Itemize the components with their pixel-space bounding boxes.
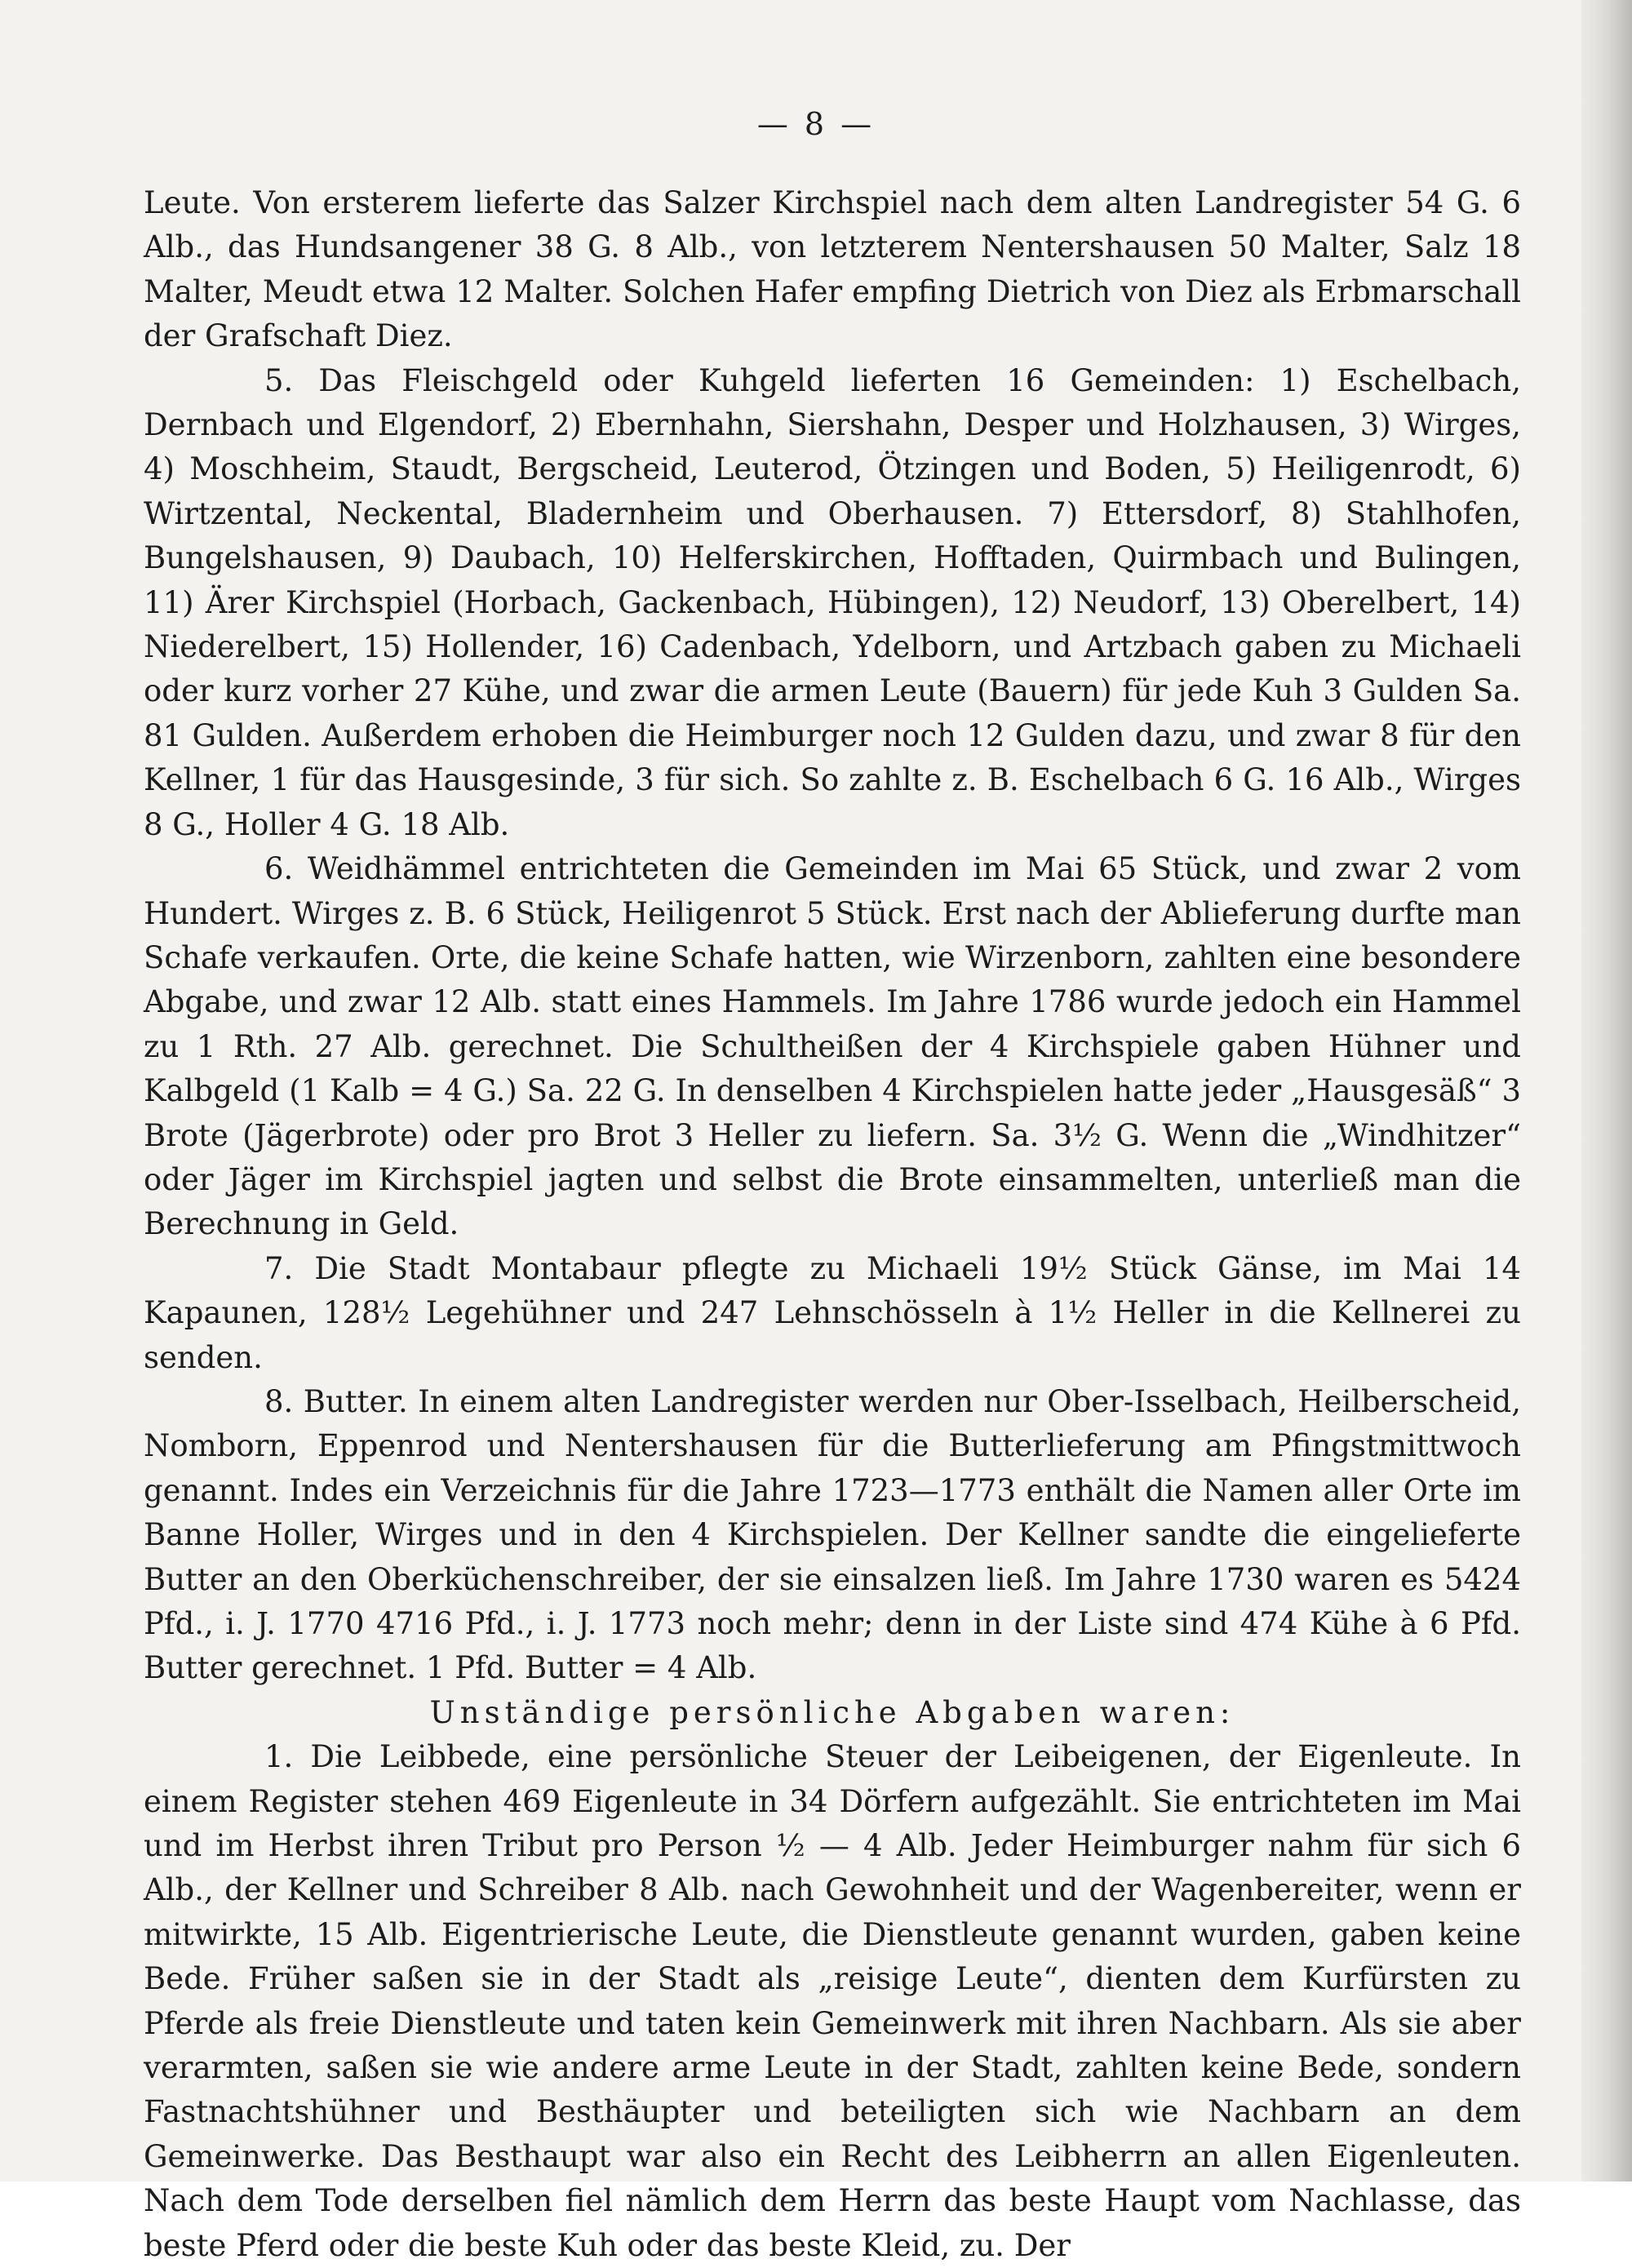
page-number: — 8 — bbox=[756, 106, 876, 142]
paragraph-continued: Leute. Von ersterem lieferte das Salzer Kirchspiel nach dem alten Landregister 54 G. 6 Alb., das Hundsangener 38 G. 8 Alb., von letzterem Nentershausen 50 Malter, Salz 18 Malter, Meudt etwa 12 Malter. Solchen Hafer empfing Dietrich von Diez als Erbmarschall der Grafschaft Diez. bbox=[144, 185, 1521, 354]
section-heading: Unständige persönliche Abgaben waren: bbox=[429, 1694, 1235, 1730]
paragraph-5-fleischgeld: 5. Das Fleischgeld oder Kuhgeld lieferten 16 Gemeinden: 1) Eschelbach, Dernbach und Elgendorf, 2) Ebernhahn, Siershahn, Desper und Holzhausen, 3) Wirges, 4) Moschheim, Staudt, Bergscheid, Leuterod, Ötzingen und Boden, 5) Heiligenrodt, 6) Wirtzental, Neckental, Bladernheim und Oberhausen. 7) Ettersdorf, 8) Stahlhofen, Bungelshausen, 9) Daubach, 10) Helferskirchen, Hofftaden, Quirmbach und Bulingen, 11) Ärer Kirchspiel (Horbach, Gackenbach, Hübingen), 12) Neudorf, 13) Oberelbert, 14) Niederelbert, 15) Hollender, 16) Cadenbach, Ydelborn, und Artzbach gaben zu Michaeli oder kurz vorher 27 Kühe, und zwar die armen Leute (Bauern) für jede Kuh 3 Gulden Sa. 81 Gulden. Außerdem erhoben die Heimburger noch 12 Gulden dazu, und zwar 8 für den Kellner, 1 für das Hausgesinde, 3 für sich. So zahlte z. B. Eschelbach 6 G. 16 Alb., Wirges 8 G., Holler 4 G. 18 Alb. bbox=[144, 362, 1521, 842]
paragraph-6-weidhaemmel: 6. Weidhämmel entrichteten die Gemeinden im Mai 65 Stück, und zwar 2 vom Hundert. Wirges z. B. 6 Stück, Heiligenrot 5 Stück. Erst nach der Ablieferung durfte man Schafe verkaufen. Orte, die keine Schafe hatten, wie Wirzenborn, zahlten eine besondere Abgabe, und zwar 12 Alb. statt eines Hammels. Im Jahre 1786 wurde jedoch ein Hammel zu 1 Rth. 27 Alb. gerechnet. Die Schultheißen der 4 Kirchspiele gaben Hühner und Kalbgeld (1 Kalb = 4 G.) Sa. 22 G. In denselben 4 Kirchspielen hatte jeder „Hausgesäß“ 3 Brote (Jägerbrote) oder pro Brot 3 Heller zu liefern. Sa. 3½ G. Wenn die „Windhitzer“ oder Jäger im Kirchspiel jagten und selbst die Brote einsammelten, unterließ man die Berechnung in Geld. bbox=[144, 851, 1521, 1242]
paragraph-8-butter: 8. Butter. In einem alten Landregister werden nur Ober-Isselbach, Heilberscheid, Nomborn, Eppenrod und Nentershausen für die Butterlieferung am Pfingstmittwoch genannt. Indes ein Verzeichnis für die Jahre 1723—1773 enthält die Namen aller Orte im Banne Holler, Wirges und in den 4 Kirchspielen. Der Kellner sandte die eingelieferte Butter an den Oberküchenschreiber, der sie einsalzen ließ. Im Jahre 1730 waren es 5424 Pfd., i. J. 1770 4716 Pfd., i. J. 1773 noch mehr; denn in der Liste sind 474 Kühe à 6 Pfd. Butter gerechnet. 1 Pfd. Butter = 4 Alb. bbox=[144, 1383, 1521, 1686]
body-text bbox=[144, 181, 1521, 2268]
paragraph-1-leibbede: 1. Die Leibbede, eine persönliche Steuer der Leibeigenen, der Eigenleute. In einem Register stehen 469 Eigenleute in 34 Dörfern aufgezählt. Sie entrichteten im Mai und im Herbst ihren Tribut pro Person ½ — 4 Alb. Jeder Heimburger nahm für sich 6 Alb., der Kellner und Schreiber 8 Alb. nach Gewohnheit und der Wagenbereiter, wenn er mitwirkte, 15 Alb. Eigentrierische Leute, die Dienstleute genannt wurden, gaben keine Bede. Früher saßen sie in der Stadt als „reisige Leute“, dienten dem Kurfürsten zu Pferde als freie Dienstleute und taten kein Gemeinwerk mit ihren Nachbarn. Als sie aber verarmten, saßen sie wie andere arme Leute in der Stadt, zahlten keine Bede, sondern Fastnachtshühner und Besthäupter und beteiligten sich wie Nachbarn an dem Gemeinwerke. Das Besthaupt war also ein Recht des Leibherrn an allen Eigenleuten. Nach dem Tode derselben fiel nämlich dem Herrn das beste Haupt vom Nachlasse, das beste Pferd oder die beste Kuh oder das beste Kleid, zu. Der bbox=[144, 1739, 1521, 2263]
paragraph-7-montabaur: 7. Die Stadt Montabaur pflegte zu Michaeli 19½ Stück Gänse, im Mai 14 Kapaunen, 128½ Legehühner und 247 Lehnschösseln à 1½ Heller in die Kellnerei zu senden. bbox=[144, 1250, 1521, 1375]
page-edge-shadow bbox=[1581, 0, 1632, 2181]
